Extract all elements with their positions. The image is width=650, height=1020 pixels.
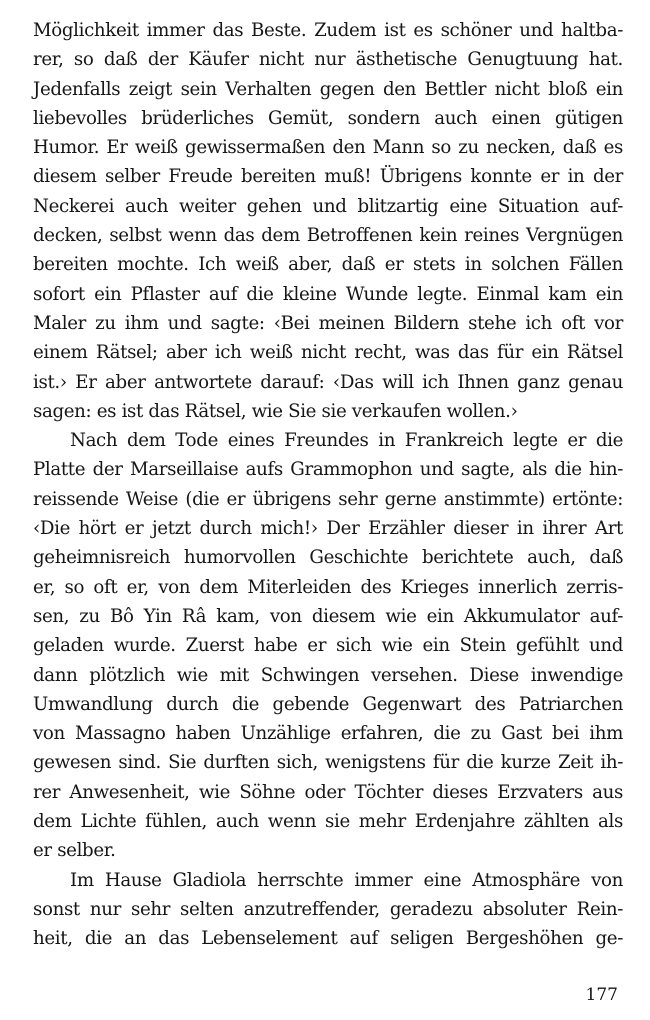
text-line: Humor. Er weiß gewissermaßen den Mann so zu necken, daß es [33,137,623,159]
text-line: dann plötzlich wie mit Schwingen versehen. Diese inwendige [33,664,623,686]
paragraph-end-line: er selber. [33,840,116,862]
text-line: sonst nur sehr selten anzutreffender, geradezu absoluter Rein- [33,898,623,920]
text-line: sen, zu Bô Yin Râ kam, von diesem wie ein Akkumulator auf- [33,605,623,627]
text-line: diesem selber Freude bereiten muß! Übrigens konnte er in der [33,166,623,188]
text-line: rer, so daß der Käufer nicht nur ästhetische Genugtuung hat. [33,49,623,71]
text-line: bereiten mochte. Ich weiß aber, daß er stets in solchen Fällen [33,254,623,276]
paragraph-end-line: sagen: es ist das Rätsel, wie Sie sie verkaufen wollen.› [33,400,518,422]
text-line: geladen wurde. Zuerst habe er sich wie ein Stein gefühlt und [33,635,623,657]
text-line: sofort ein Pflaster auf die kleine Wunde legte. Einmal kam ein [33,283,623,305]
text-line: Umwandlung durch die gebende Gegenwart des Patriarchen [33,693,623,715]
text-line: Möglichkeit immer das Beste. Zudem ist es schöner und haltba- [33,20,623,41]
text-line: heit, die an das Lebenselement auf seligen Bergeshöhen ge- [33,928,623,950]
text-line: liebevolles brüderliches Gemüt, sondern auch einen gütigen [33,107,623,129]
body-text [33,16,623,954]
text-line: Jedenfalls zeigt sein Verhalten gegen den Bettler nicht bloß ein [33,78,623,100]
text-line: ‹Die hört er jetzt durch mich!› Der Erzähler dieser in ihrer Art [33,518,623,540]
text-line: dem Lichte fühlen, auch wenn sie mehr Erdenjahre zählten als [33,811,623,833]
paragraph-start-line: Im Hause Gladiola herrschte immer eine Atmosphäre von [70,869,623,891]
text-line: Platte der Marseillaise aufs Grammophon und sagte, als die hin- [33,459,623,481]
paragraph-start-line: Nach dem Tode eines Freundes in Frankreich legte er die [70,430,623,452]
text-line: ist.› Er aber antwortete darauf: ‹Das will ich Ihnen ganz genau [33,371,623,393]
text-line: von Massagno haben Unzählige erfahren, die zu Gast bei ihm [33,723,623,745]
text-line: rer Anwesenheit, wie Söhne oder Töchter dieses Erzvaters aus [33,781,623,803]
text-line: reissende Weise (die er übrigens sehr gerne anstimmte) ertönte: [33,488,623,510]
text-line: einem Rätsel; aber ich weiß nicht recht, was das für ein Rätsel [33,342,623,364]
text-line: geheimnisreich humorvollen Geschichte berichtete auch, daß [33,547,623,569]
text-line: gewesen sind. Sie durften sich, wenigstens für die kurze Zeit ih- [33,752,623,774]
page-number: 177 [585,985,618,1005]
text-line: Maler zu ihm und sagte: ‹Bei meinen Bildern stehe ich oft vor [33,312,623,334]
text-line: decken, selbst wenn das dem Betroffenen kein reines Vergnügen [33,225,623,247]
text-line: Neckerei auch weiter gehen und blitzartig eine Situation auf- [33,195,623,217]
text-line: er, so oft er, von dem Miterleiden des Krieges innerlich zerris- [33,576,623,598]
